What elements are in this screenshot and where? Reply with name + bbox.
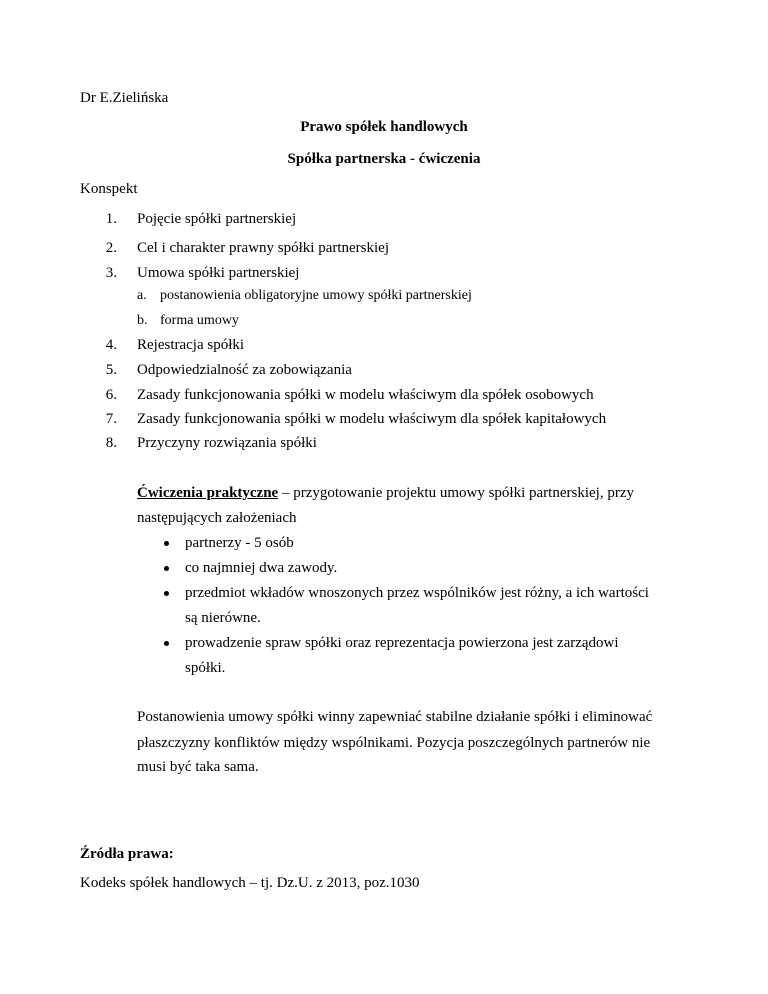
bullet-dot-icon (164, 541, 169, 546)
bullet-text-continued: są nierówne. (185, 610, 261, 626)
outline-text: Zasady funkcjonowania spółki w modelu właściwym dla spółek kapitałowych (137, 411, 607, 427)
bullet-dot-icon (164, 566, 169, 571)
outline-text: Odpowiedzialność za zobowiązania (137, 362, 352, 378)
suboutline-letter: b. (137, 313, 148, 328)
outline-number: 1. (105, 211, 117, 227)
sources-heading: Źródła prawa: (80, 846, 174, 862)
outline-number: 7. (105, 411, 117, 427)
exercise-intro-line-2: następujących założeniach (137, 510, 297, 526)
outline-number: 4. (105, 337, 117, 353)
bullet-text: prowadzenie spraw spółki oraz reprezentacja powierzona jest zarządowi (185, 635, 619, 651)
outline-text: Pojęcie spółki partnerskiej (137, 211, 297, 227)
closing-line-2: płaszczyzny konfliktów między wspólnikami. Pozycja poszczególnych partnerów nie (137, 735, 651, 751)
closing-line-1: Postanowienia umowy spółki winny zapewniać stabilne działanie spółki i eliminować (137, 709, 653, 725)
bullet-text: partnerzy - 5 osób (185, 535, 294, 551)
outline-text: Cel i charakter prawny spółki partnerskiej (137, 240, 389, 256)
bullet-text-continued: spółki. (185, 660, 226, 676)
exercise-intro-line-1 (137, 484, 634, 502)
outline-text: Rejestracja spółki (137, 337, 245, 353)
suboutline-text: forma umowy (160, 313, 239, 328)
outline-number: 5. (105, 362, 117, 378)
outline-number: 3. (105, 265, 117, 281)
outline-text: Zasady funkcjonowania spółki w modelu właściwym dla spółek osobowych (137, 387, 594, 403)
bullet-text: przedmiot wkładów wnoszonych przez wspólników jest różny, a ich wartości (185, 585, 649, 601)
bullet-text: co najmniej dwa zawody. (185, 560, 338, 576)
outline-text: Przyczyny rozwiązania spółki (137, 435, 317, 451)
closing-line-3: musi być taka sama. (137, 759, 259, 775)
outline-number: 2. (105, 240, 117, 256)
outline-number: 6. (105, 387, 117, 403)
suboutline-letter: a. (137, 288, 147, 303)
bullet-dot-icon (164, 591, 169, 596)
exercise-intro-text: – przygotowanie projektu umowy spółki partnerskiej, przy (278, 485, 634, 501)
section-label-konspekt: Konspekt (80, 181, 138, 197)
outline-number: 8. (105, 435, 117, 451)
suboutline-text: postanowienia obligatoryjne umowy spółki partnerskiej (160, 288, 472, 303)
document-title: Prawo spółek handlowych (300, 119, 468, 135)
sources-text: Kodeks spółek handlowych – tj. Dz.U. z 2013, poz.1030 (80, 875, 420, 891)
exercise-label: Ćwiczenia praktyczne (137, 485, 279, 501)
author-line: Dr E.Zielińska (80, 90, 169, 106)
document-subtitle: Spółka partnerska - ćwiczenia (287, 151, 481, 167)
outline-text: Umowa spółki partnerskiej (137, 265, 300, 281)
bullet-dot-icon (164, 641, 169, 646)
